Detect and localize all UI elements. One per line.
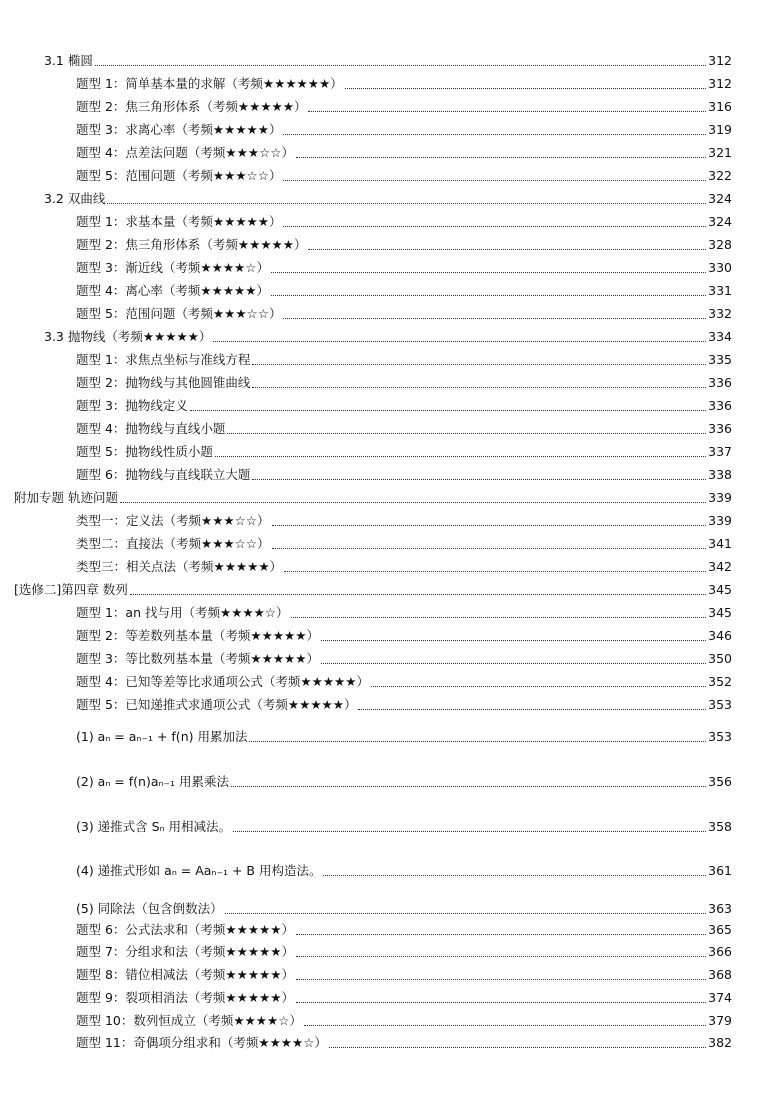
toc-entry-page: 363: [708, 901, 732, 916]
toc-entry-title: 类型二：直接法（考频★★★☆☆）: [76, 536, 270, 551]
toc-entry-title: 附加专题 轨迹问题: [14, 490, 118, 505]
dot-leader: [252, 477, 706, 480]
toc-entry-title: 题型 7：分组求和法（考频★★★★★）: [76, 944, 294, 959]
toc-entry[interactable]: [0, 983, 732, 1005]
toc-entry-title: 题型 5：范围问题（考频★★★☆☆）: [76, 168, 282, 183]
dot-leader: [323, 873, 706, 876]
toc-entry-title: (4) 递推式形如 aₙ = Aaₙ₋₁ + B 用构造法。: [76, 863, 322, 878]
dot-leader: [371, 684, 706, 687]
toc-entry-page: 361: [708, 863, 732, 878]
toc-entry-page: 356: [708, 774, 732, 789]
toc-entry[interactable]: [0, 253, 732, 275]
dot-leader: [95, 63, 706, 66]
toc-entry-page: 365: [708, 922, 732, 937]
toc-entry-page: 334: [708, 329, 732, 344]
toc-entry[interactable]: [0, 621, 732, 643]
dot-leader: [304, 1023, 706, 1026]
toc-entry[interactable]: [0, 345, 732, 367]
toc-entry[interactable]: [0, 1006, 732, 1028]
toc-entry-title: 题型 3：渐近线（考频★★★★☆）: [76, 260, 269, 275]
toc-entry-page: 336: [708, 421, 732, 436]
toc-entry-title: 3.3 抛物线（考频★★★★★）: [44, 329, 212, 344]
toc-entry-page: 335: [708, 352, 732, 367]
toc-entry-title: (2) aₙ = f(n)aₙ₋₁ 用累乘法: [76, 774, 230, 789]
toc-entry-title: 题型 5：范围问题（考频★★★☆☆）: [76, 306, 282, 321]
toc-entry[interactable]: [0, 46, 732, 68]
toc-entry-page: 328: [708, 237, 732, 252]
toc-entry-title: 题型 4：抛物线与直线小题: [76, 421, 226, 436]
toc-entry-page: 342: [708, 559, 732, 574]
toc-entry-page: 350: [708, 651, 732, 666]
dot-leader: [107, 201, 706, 204]
toc-entry-page: 332: [708, 306, 732, 321]
dot-leader: [308, 247, 706, 250]
dot-leader: [296, 932, 706, 935]
toc-entry-page: 322: [708, 168, 732, 183]
toc-entry-title: [选修二]第四章 数列: [14, 582, 128, 597]
toc-entry-page: 366: [708, 944, 732, 959]
toc-entry[interactable]: [0, 414, 732, 436]
dot-leader: [296, 155, 706, 158]
toc-entry-title: 题型 3：求离心率（考频★★★★★）: [76, 122, 282, 137]
toc-entry-title: 题型 5：已知递推式求通项公式（考频★★★★★）: [76, 697, 357, 712]
toc-entry-title: 题型 4：点差法问题（考频★★★☆☆）: [76, 145, 294, 160]
dot-leader: [213, 339, 706, 342]
dot-leader: [283, 132, 706, 135]
toc-entry-page: 345: [708, 582, 732, 597]
toc-entry-page: 338: [708, 467, 732, 482]
dot-leader: [231, 784, 706, 787]
dot-leader: [321, 638, 706, 641]
toc-entry-page: 324: [708, 214, 732, 229]
toc-entry-title: 题型 10：数列恒成立（考频★★★★☆）: [76, 1013, 302, 1028]
toc-entry[interactable]: [0, 937, 732, 959]
dot-leader: [296, 954, 706, 957]
toc-entry[interactable]: [0, 667, 732, 689]
toc-entry-page: 358: [708, 819, 732, 834]
toc-entry[interactable]: [0, 767, 732, 789]
dot-leader: [283, 224, 706, 227]
toc-entry[interactable]: [0, 483, 732, 505]
toc-entry-page: 339: [708, 513, 732, 528]
toc-entry-page: 341: [708, 536, 732, 551]
toc-entry-title: 3.2 双曲线: [44, 191, 106, 206]
toc-entry-title: 类型一：定义法（考频★★★☆☆）: [76, 513, 270, 528]
toc-entry[interactable]: [0, 506, 732, 528]
toc-entry-title: 题型 2：等差数列基本量（考频★★★★★）: [76, 628, 319, 643]
dot-leader: [296, 977, 706, 980]
toc-entry[interactable]: [0, 138, 732, 160]
toc-entry-page: 382: [708, 1035, 732, 1050]
toc-entry[interactable]: [0, 598, 732, 620]
toc-entry-title: 题型 6：公式法求和（考频★★★★★）: [76, 922, 294, 937]
toc-entry-title: 题型 11：奇偶项分组求和（考频★★★★☆）: [76, 1035, 327, 1050]
toc-entry-page: 353: [708, 697, 732, 712]
toc-entry[interactable]: [0, 230, 732, 252]
toc-entry-page: 312: [708, 53, 732, 68]
toc-entry-page: 368: [708, 967, 732, 982]
dot-leader: [249, 739, 706, 742]
toc-entry-page: 331: [708, 283, 732, 298]
toc-entry[interactable]: [0, 460, 732, 482]
toc-entry-page: 319: [708, 122, 732, 137]
toc-entry-page: 374: [708, 990, 732, 1005]
toc-entry[interactable]: [0, 368, 732, 390]
toc-entry-title: 3.1 椭圆: [44, 53, 93, 68]
dot-leader: [215, 454, 706, 457]
toc-entry[interactable]: [0, 960, 732, 982]
toc-entry-title: (5) 同除法（包含倒数法）: [76, 901, 223, 916]
toc-entry-page: 345: [708, 605, 732, 620]
dot-leader: [227, 431, 706, 434]
toc-entry-page: 346: [708, 628, 732, 643]
toc-entry[interactable]: [0, 690, 732, 712]
toc-entry-title: 题型 2：焦三角形体系（考频★★★★★）: [76, 237, 307, 252]
toc-entry-title: 题型 3：等比数列基本量（考频★★★★★）: [76, 651, 319, 666]
toc-entry-page: 379: [708, 1013, 732, 1028]
dot-leader: [283, 316, 706, 319]
toc-entry[interactable]: [0, 856, 732, 878]
toc-entry-page: 316: [708, 99, 732, 114]
dot-leader: [329, 1045, 706, 1048]
toc-entry[interactable]: [0, 161, 732, 183]
toc-entry[interactable]: [0, 812, 732, 834]
dot-leader: [358, 707, 706, 710]
toc-entry[interactable]: [0, 69, 732, 91]
toc-entry[interactable]: [0, 552, 732, 574]
dot-leader: [308, 109, 706, 112]
dot-leader: [252, 362, 706, 365]
toc-entry-title: 题型 2：焦三角形体系（考频★★★★★）: [76, 99, 307, 114]
dot-leader: [271, 293, 706, 296]
toc-entry[interactable]: [0, 575, 732, 597]
dot-leader: [190, 408, 706, 411]
toc-entry-title: 题型 9：裂项相消法（考频★★★★★）: [76, 990, 294, 1005]
toc-entry[interactable]: [0, 391, 732, 413]
toc-entry-title: 题型 1：求基本量（考频★★★★★）: [76, 214, 282, 229]
toc-entry-title: 类型三：相关点法（考频★★★★★）: [76, 559, 283, 574]
dot-leader: [225, 911, 706, 914]
toc-entry[interactable]: [0, 322, 732, 344]
dot-leader: [252, 385, 706, 388]
toc-entry[interactable]: [0, 299, 732, 321]
toc-entry[interactable]: [0, 915, 732, 937]
toc-entry[interactable]: [0, 894, 732, 916]
toc-entry-title: 题型 3：抛物线定义: [76, 398, 188, 413]
toc-entry-page: 312: [708, 76, 732, 91]
toc-entry-title: 题型 1：求焦点坐标与准线方程: [76, 352, 251, 367]
toc-entry-page: 336: [708, 375, 732, 390]
toc-entry-title: 题型 4：离心率（考频★★★★★）: [76, 283, 269, 298]
toc-entry[interactable]: [0, 437, 732, 459]
dot-leader: [271, 270, 706, 273]
toc-entry-title: 题型 5：抛物线性质小题: [76, 444, 213, 459]
dot-leader: [283, 178, 706, 181]
toc-entry[interactable]: [0, 529, 732, 551]
toc-entry-page: 336: [708, 398, 732, 413]
toc-entry-page: 352: [708, 674, 732, 689]
dot-leader: [321, 661, 706, 664]
toc-entry[interactable]: [0, 722, 732, 744]
dot-leader: [345, 86, 706, 89]
toc-entry-title: (1) aₙ = aₙ₋₁ + f(n) 用累加法: [76, 729, 248, 744]
toc-entry-page: 353: [708, 729, 732, 744]
dot-leader: [272, 523, 707, 526]
toc-entry-title: 题型 2：抛物线与其他圆锥曲线: [76, 375, 251, 390]
toc-entry[interactable]: [0, 644, 732, 666]
toc-entry[interactable]: [0, 276, 732, 298]
toc-entry-title: 题型 6：抛物线与直线联立大题: [76, 467, 251, 482]
dot-leader: [284, 569, 706, 572]
toc-entry-title: 题型 8：错位相减法（考频★★★★★）: [76, 967, 294, 982]
toc-entry-title: (3) 递推式含 Sₙ 用相减法。: [76, 819, 232, 834]
toc-entry[interactable]: [0, 1028, 732, 1050]
toc-entry-title: 题型 1：an 找与用（考频★★★★☆）: [76, 605, 289, 620]
toc-entry-page: 321: [708, 145, 732, 160]
toc-entry[interactable]: [0, 92, 732, 114]
toc-entry[interactable]: [0, 115, 732, 137]
dot-leader: [233, 829, 706, 832]
dot-leader: [120, 500, 706, 503]
dot-leader: [272, 546, 707, 549]
toc-entry-title: 题型 4：已知等差等比求通项公式（考频★★★★★）: [76, 674, 369, 689]
toc-entry-page: 337: [708, 444, 732, 459]
dot-leader: [291, 615, 707, 618]
toc-entry-page: 339: [708, 490, 732, 505]
toc-entry-title: 题型 1：简单基本量的求解（考频★★★★★★）: [76, 76, 343, 91]
toc-entry-page: 330: [708, 260, 732, 275]
dot-leader: [296, 1000, 706, 1003]
toc-entry-page: 324: [708, 191, 732, 206]
toc-entry[interactable]: [0, 184, 732, 206]
toc-entry[interactable]: [0, 207, 732, 229]
dot-leader: [130, 592, 706, 595]
